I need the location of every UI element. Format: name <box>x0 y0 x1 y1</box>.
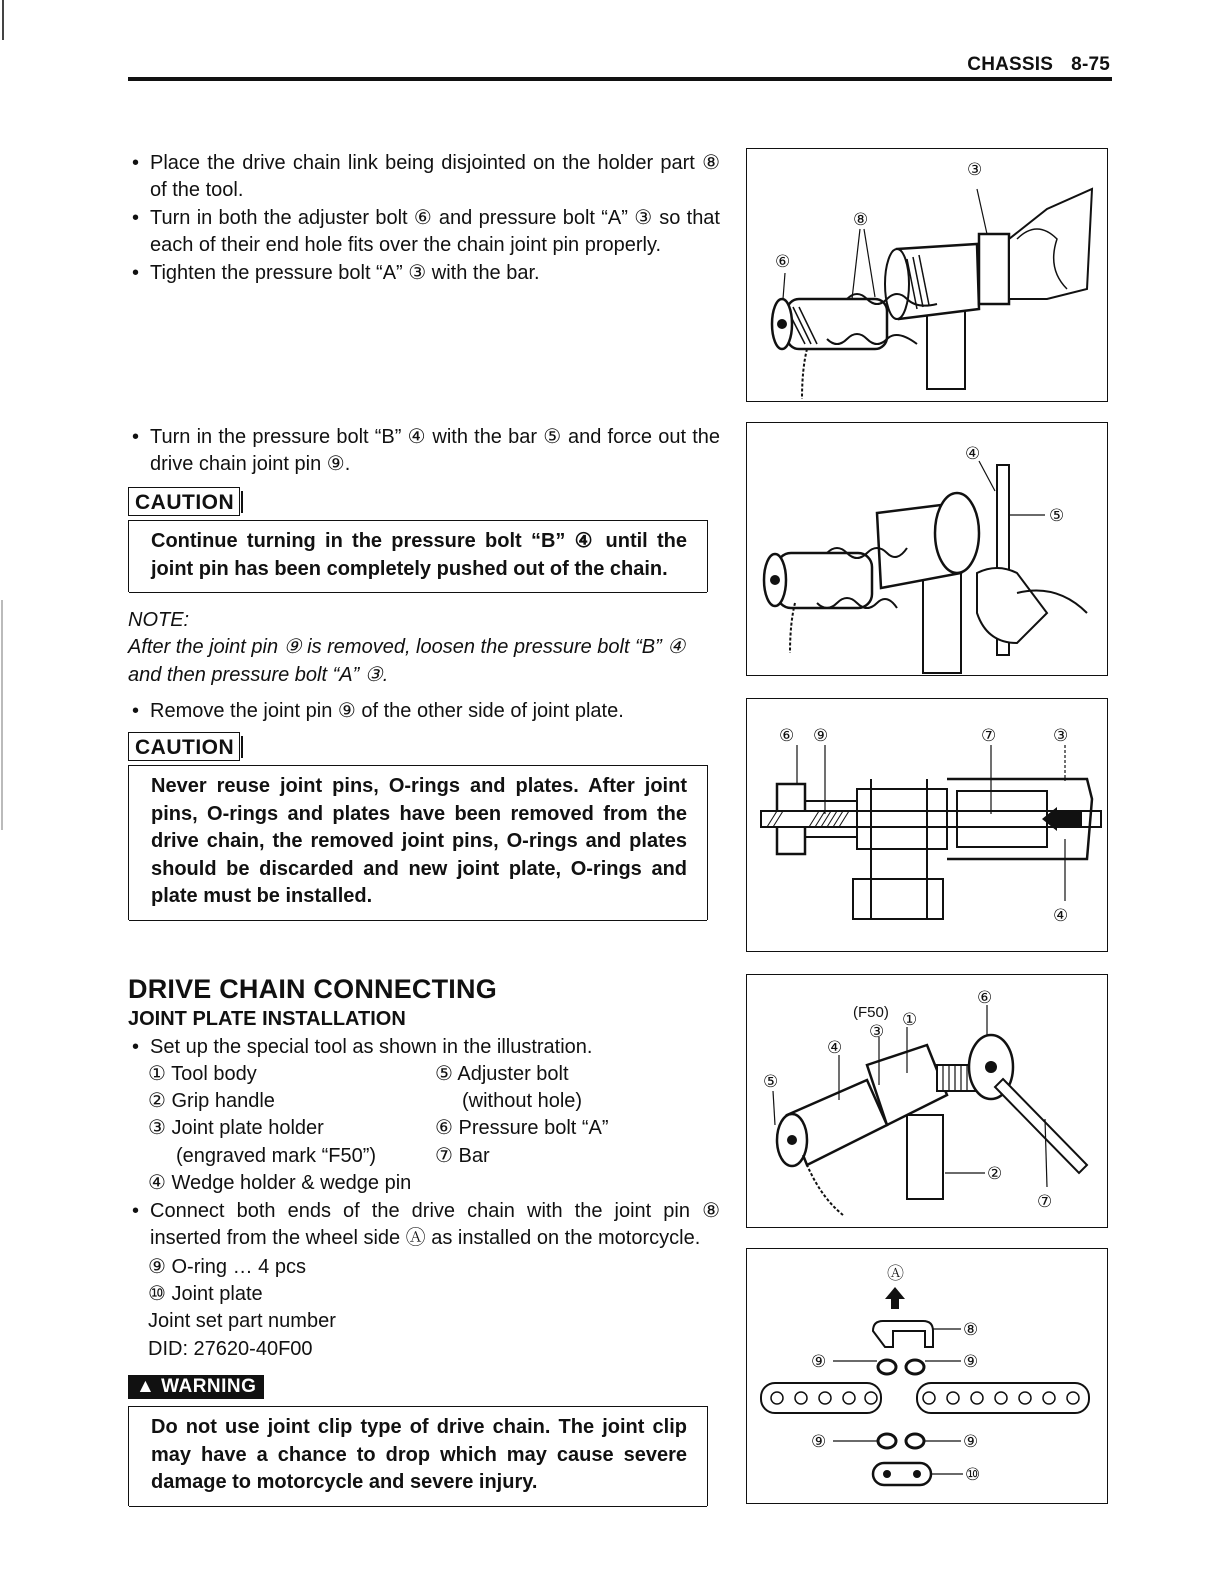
bullet-place-link: • Place the drive chain link being disjointed on the holder part ⑧ of the tool. <box>130 150 720 204</box>
engraved-mark: (F50) <box>853 1004 889 1021</box>
callout-4: ④ <box>827 1038 843 1057</box>
callout-9: ⑨ <box>811 1432 827 1451</box>
part-item: ⑤ Adjuster bolt <box>435 1063 569 1085</box>
part-item: ③ Joint plate holder <box>148 1117 324 1139</box>
part-item: ⑥ Pressure bolt “A” <box>435 1117 609 1139</box>
section-subtitle: JOINT PLATE INSTALLATION <box>128 1008 406 1030</box>
callout-3: ③ <box>869 1022 885 1041</box>
callout-6: ⑥ <box>775 252 791 271</box>
callout-9: ⑨ <box>811 1352 827 1371</box>
callout-9: ⑨ <box>813 726 829 745</box>
bullet-setup: • Set up the special tool as shown in the illustration. <box>130 1034 720 1061</box>
spec-item: DID: 27620-40F00 <box>148 1338 313 1360</box>
header-page-number: 8-75 <box>1071 54 1110 75</box>
header-rule <box>128 77 1112 81</box>
callout-2: ② <box>987 1164 1003 1183</box>
page-header <box>967 54 1110 76</box>
scan-edge-mark <box>2 0 4 40</box>
cross-section-illustration <box>747 699 1109 953</box>
caution-box-2: Never reuse joint pins, O-rings and plates. After joint pins, O-rings and plates have been removed from the drive chain, the removed joint pins, O-rings and plates should be discarded and new joint plate, O-rings and plate must be installed. <box>128 765 708 920</box>
figure-tool-setup <box>746 148 1108 402</box>
part-item: ② Grip handle <box>148 1090 275 1112</box>
bullet-turn-bolts: • Turn in both the adjuster bolt ⑥ and pressure bolt “A” ③ so that each of their end hole fits over the chain joint pin properly. <box>130 205 720 259</box>
header-section: CHASSIS <box>967 54 1054 75</box>
note-text: After the joint pin ⑨ is removed, loosen the pressure bolt “B” ④ and then pressure bolt “A” ③. <box>128 636 686 686</box>
callout-5: ⑤ <box>763 1072 779 1091</box>
figure-force-out-pin <box>746 422 1108 676</box>
caution-label: CAUTION <box>128 487 240 516</box>
bullet-connect: • Connect both ends of the drive chain with the joint pin ⑧ inserted from the wheel side Ⓐ as installed on the motorcycle. <box>130 1198 720 1252</box>
callout-9: ⑨ <box>963 1432 979 1451</box>
callout-1: ① <box>902 1010 918 1029</box>
joint-parts-illustration <box>747 1249 1109 1505</box>
callout-3: ③ <box>967 160 983 179</box>
part-item: ① Tool body <box>148 1063 257 1085</box>
spec-item: Joint set part number <box>148 1310 336 1332</box>
direction-arrow-icon <box>885 1287 905 1309</box>
callout-6: ⑥ <box>779 726 795 745</box>
figure-joint-parts <box>746 1248 1108 1504</box>
note-label: NOTE: <box>128 609 190 631</box>
part-item: (without hole) <box>462 1090 583 1112</box>
caution-label: CAUTION <box>128 732 240 761</box>
figure-tool-cross-section <box>746 698 1108 952</box>
callout-4: ④ <box>965 444 981 463</box>
spec-item: ⑨ O-ring … 4 pcs <box>148 1256 306 1278</box>
warning-box: Do not use joint clip type of drive chain. The joint clip may have a chance to drop which may cause severe damage to motorcycle and severe injury. <box>128 1406 708 1506</box>
figure-tool-assembly <box>746 974 1108 1228</box>
callout-4: ④ <box>1053 906 1069 925</box>
callout-8: ⑧ <box>853 210 869 229</box>
spec-item: ⑩ Joint plate <box>148 1283 263 1305</box>
bullet-remove-pin: • Remove the joint pin ⑨ of the other side of joint plate. <box>130 698 720 725</box>
callout-5: ⑤ <box>1049 506 1065 525</box>
section-title: DRIVE CHAIN CONNECTING <box>128 974 497 1004</box>
scan-edge-mark <box>1 600 3 830</box>
tool-assembly-illustration <box>747 975 1109 1229</box>
callout-6: ⑥ <box>977 988 993 1007</box>
chain-tool-illustration-2 <box>747 423 1109 677</box>
bullet-force-out: • Turn in the pressure bolt “B” ④ with the bar ⑤ and force out the drive chain joint pin ⑨. <box>130 424 720 478</box>
callout-A: Ⓐ <box>887 1264 904 1283</box>
callout-7: ⑦ <box>981 726 997 745</box>
callout-10: ⑩ <box>965 1465 981 1484</box>
part-item: ⑦ Bar <box>435 1145 490 1167</box>
callout-8: ⑧ <box>963 1320 979 1339</box>
part-item: ④ Wedge holder & wedge pin <box>148 1172 412 1194</box>
callout-7: ⑦ <box>1037 1192 1053 1211</box>
warning-triangle-icon: ▲ <box>136 1376 156 1397</box>
callout-9: ⑨ <box>963 1352 979 1371</box>
chain-tool-illustration-1 <box>747 149 1109 403</box>
caution-box-1: Continue turning in the pressure bolt “B” ④ until the joint pin has been completely pushed out of the chain. <box>128 520 708 592</box>
part-item: (engraved mark “F50”) <box>176 1145 377 1167</box>
warning-label: ▲ WARNING <box>128 1375 264 1399</box>
callout-3: ③ <box>1053 726 1069 745</box>
bullet-tighten: • Tighten the pressure bolt “A” ③ with the bar. <box>130 260 720 287</box>
